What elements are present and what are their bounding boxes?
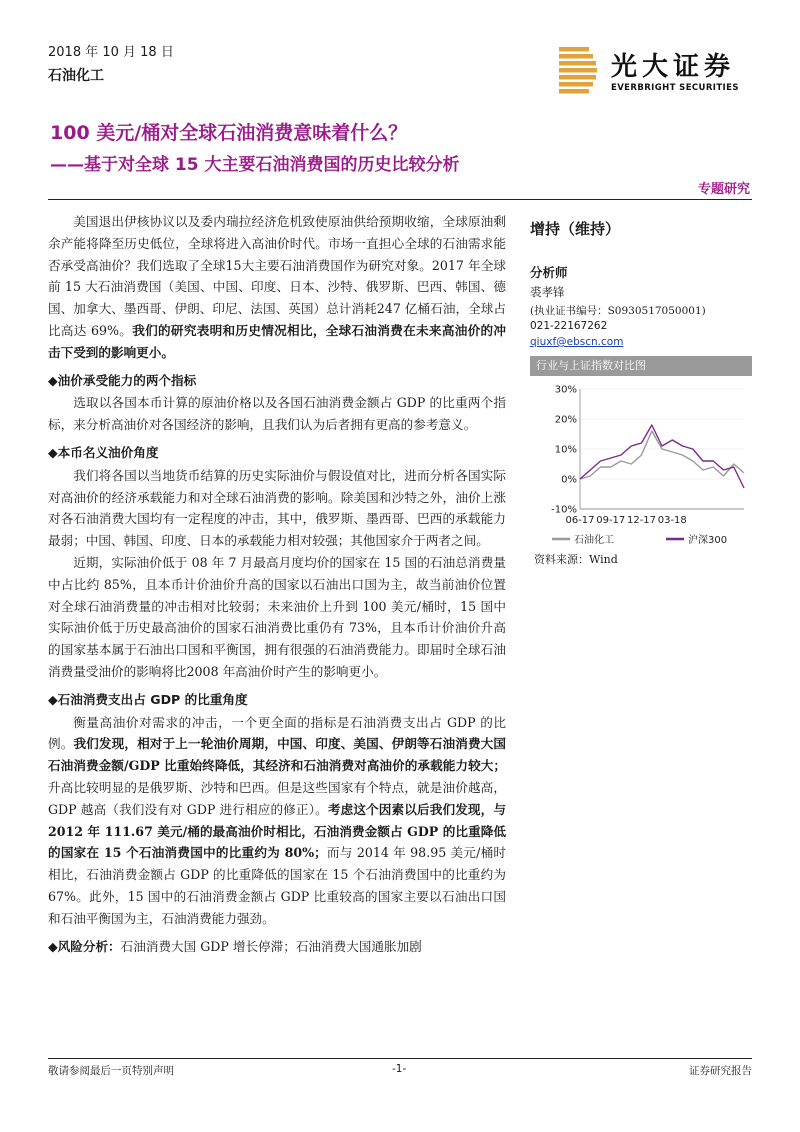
logo-bar [559, 61, 596, 66]
footer-disclaimer-note: 敬请参阅最后一页特别声明 [48, 1065, 174, 1077]
chart-legend-label: 沪深300 [688, 535, 728, 546]
logo-bar [559, 75, 596, 80]
main-content [48, 211, 506, 957]
logo-bar [559, 89, 589, 94]
footer-divider [48, 1058, 752, 1059]
logo-bar [559, 82, 593, 87]
chart-legend-label: 石油化工 [574, 535, 614, 546]
logo-bar [559, 68, 597, 73]
logo-bar [559, 54, 593, 59]
sector-label: 石油化工 [48, 68, 104, 84]
report-type: 专题研究 [697, 182, 750, 197]
logo-name-en: EVERBRIGHT SECURITIES [611, 83, 739, 93]
footer-report-label: 证券研究报告 [689, 1065, 752, 1077]
sec3-text-c: 升高比较明显的是俄罗斯、沙特和巴西。但是这些国家有个特点，就是油价越高，GDP 越高（我们没有对 GDP 进行相应的修正）。 [48, 779, 506, 817]
report-subtitle: ——基于对全球 15 大主要石油消费国的历史比较分析 [50, 155, 460, 175]
chart-series-line [580, 431, 744, 479]
chart-series-line [580, 425, 744, 488]
chart-y-tick-label: 10% [554, 444, 577, 456]
intro-conclusion: 我们的研究表明和历史情况相比，全球石油消费在未来高油价的冲击下受到的影响更小。 [48, 322, 507, 360]
risk-analysis [48, 936, 506, 958]
chart-y-tick-label: -10% [551, 504, 577, 516]
analyst-name: 裘孝锋 [530, 285, 565, 299]
analyst-phone: 021-22167262 [530, 320, 608, 332]
sec3-text-b: 我们发现，相对于上一轮油价周期，中国、印度、美国、伊朗等石油消费大国石油消费金额/GDP 比重始终降低，其经济和石油消费对高油价的承载能力较大； [48, 736, 507, 774]
intro-paragraph [48, 211, 506, 364]
chart-y-tick-label: 0% [561, 474, 577, 486]
logo-bar [559, 47, 589, 52]
risk-label: ◆风险分析： [48, 938, 121, 954]
section-paragraph: 我们将各国以当地货币结算的历史实际油价与假设值对比，进而分析各国实际对高油价的经济承载能力和对全球石油消费的影响。除美国和沙特之外，油价上涨对各石油消费大国均有一定程度的冲击，其中，俄罗斯、墨西哥、巴西的承载能力最弱；中国、韩国、印度、日本的承载能力相对较强；其他国家介于两者之间。 [48, 467, 506, 549]
section-paragraph: 近期，实际油价低于 08 年 7 月最高月度均价的国家在 15 国的石油总消费量中占比约 85%，且本币计价油价升高的国家以石油出口国为主，故当前油价位置对全球石油消费量的冲击相对比较弱；未来油价上升到 100 美元/桶时，15 国中实际油价低于历史最高油价的国家石油消费比重仍有 73%，且本币计价油价升高的国家基本属于石油出口国和平衡国，拥有很强的石油消费能力。即届时全球石油消费量受油价的影响将比2008 年高油价时产生的影响更小。 [48, 554, 506, 679]
risk-text: 石油消费大国 GDP 增长停滞；石油消费大国通胀加剧 [120, 938, 422, 954]
section-heading-local-price: ◆本币名义油价角度 [48, 444, 159, 460]
header-divider [48, 199, 752, 200]
analyst-label: 分析师 [530, 265, 568, 280]
sec3-text-d: 考虑这个因素以后我们发现，与 2012 年 111.67 美元/桶的最高油价时相比，石油消费金额占 GDP 的比重降低的国家在 15 个石油消费国中的比重约为 80%； [48, 801, 506, 861]
chart-x-tick-label: 03-18 [657, 515, 687, 526]
rating: 增持（维持） [530, 220, 621, 238]
intro-text: 美国退出伊核协议以及委内瑞拉经济危机致使原油供给预期收缩，全球原油剩余产能将降至历史低位，全球将进入高油价时代。市场一直担心全球的石油需求能否承受高油价？我们选取了全球15大主要石油消费国作为研究对象。2017 年全球前 15 大石油消费国（美国、中国、印度、日本、沙特、俄罗斯、巴西、韩国、德国、加拿大、墨西哥、伊朗、印尼、法国、英国）总计消耗247 亿桶石油，全球占比高达 69%。 [48, 214, 506, 338]
analyst-cert: (执业证书编号：S0930517050001) [530, 305, 706, 317]
chart-x-tick-label: 09-17 [596, 515, 626, 526]
chart-header: 行业与上证指数对比图 [530, 356, 752, 376]
report-date: 2018 年 10 月 18 日 [48, 45, 174, 60]
section-paragraph: 选取以各国本币计算的原油价格以及各国石油消费金额占 GDP 的比重两个指标，来分析高油价对各国经济的影响，且我们认为后者拥有更高的参考意义。 [48, 395, 506, 433]
sec3-text-a: 衡量高油价对需求的冲击，一个更全面的指标是石油消费支出占 GDP 的比例。 [48, 714, 506, 752]
section-heading-gdp-share: ◆石油消费支出占 GDP 的比重角度 [48, 691, 248, 707]
logo-name-cn: 光大证券 [611, 52, 736, 82]
analyst-email-link[interactable]: qiuxf@ebscn.com [530, 336, 624, 348]
page-number: -1- [392, 1063, 407, 1075]
chart-x-tick-label: 06-17 [565, 515, 595, 526]
section-paragraph [48, 712, 506, 930]
section-heading-indicators: ◆油价承受能力的两个指标 [48, 372, 197, 388]
sec3-text-e: 而与 2014 年 98.95 美元/桶时相比，石油消费金额占 GDP 的比重降低的国家在 15 个石油消费国中的比重约为 67%。此外，15 国中的石油消费金额占 GDP 比重较高的国家主要以石油出口国和石油平衡国为主，石油消费能力强劲。 [48, 845, 507, 926]
comparison-chart [530, 378, 752, 548]
chart-y-tick-label: 20% [554, 414, 577, 426]
chart-y-tick-label: 30% [554, 384, 577, 396]
report-title: 100 美元/桶对全球石油消费意味着什么？ [50, 122, 408, 144]
chart-source: 资料来源：Wind [534, 553, 618, 566]
chart-x-tick-label: 12-17 [626, 515, 657, 526]
